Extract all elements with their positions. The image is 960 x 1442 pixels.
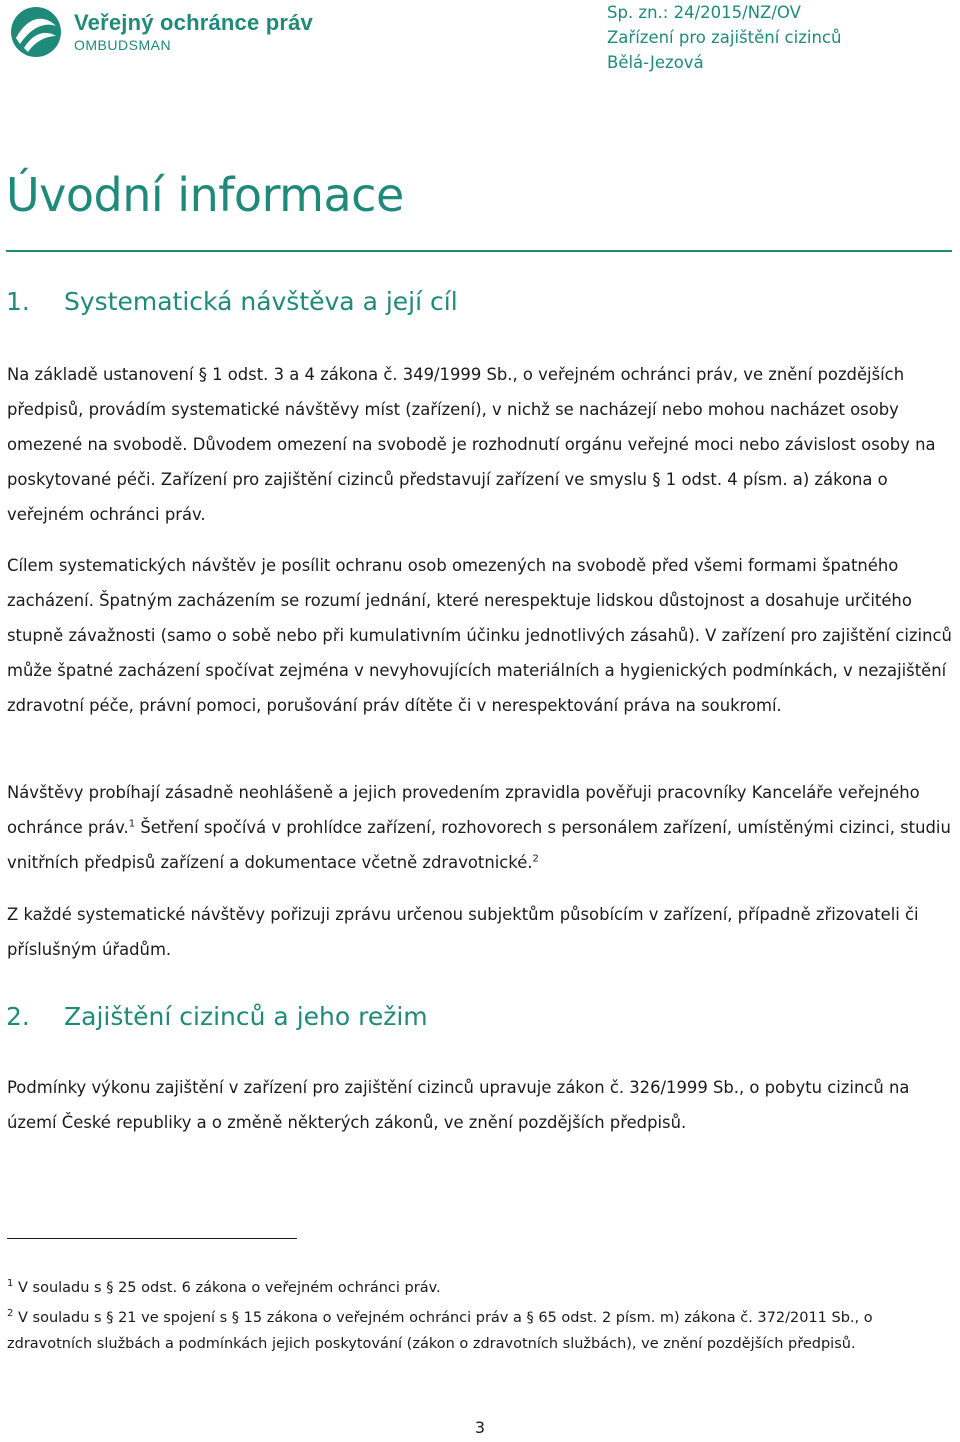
facility-place: Bělá-Jezová <box>607 53 704 72</box>
page-title: Úvodní informace <box>6 168 404 222</box>
facility-name: Zařízení pro zajištění cizinců <box>607 28 842 47</box>
ombudsman-emblem-icon <box>10 6 62 58</box>
footnotes <box>7 1271 952 1357</box>
footnote-2-mark: 2 <box>7 1307 14 1319</box>
section-1-paragraph-2: Cílem systematických návštěv je posílit ochranu osob omezených na svobodě před všemi formami špatného zacházení. Špatným zacházením se rozumí jednání, které nerespektuje lidskou důstojnost a dosahuje určitého stupně závažnosti (samo o sobě nebo při kumulativním účinku jednotlivých zásahů). V zařízení pro zajištění cizinců může špatné zacházení spočívat zejména v nevyhovujících materiálních a hygienických podmínkách, v nezajištění zdravotní péče, právní pomoci, porušování práv dítěte či v nerespektování práva na soukromí. <box>7 556 952 715</box>
section-1-title: Systematická návštěva a její cíl <box>64 287 458 316</box>
logo-subtitle: OMBUDSMAN <box>74 37 172 53</box>
section-1-paragraph-4: Z každé systematické návštěvy pořizuji zprávu určenou subjektům působícím v zařízení, případně zřizovateli či příslušným úřadům. <box>7 905 919 959</box>
footnote-2 <box>7 1301 952 1357</box>
section-2-title: Zajištění cizinců a jeho režim <box>64 1002 428 1031</box>
section-1-paragraph-3 <box>7 775 952 880</box>
document-header <box>607 0 841 75</box>
section-1-number: 1. <box>6 287 30 316</box>
section-1-paragraph-1: Na základě ustanovení § 1 odst. 3 a 4 zákona č. 349/1999 Sb., o veřejném ochránci práv, ve znění pozdějších předpisů, provádím systematické návštěvy míst (zařízení), v nichž se nacházejí nebo mohou nacházet osoby omezené na svobodě. Důvodem omezení na svobodě je rozhodnutí orgánu veřejné moci nebo závislost osoby na poskytované péči. Zařízení pro zajištění cizinců představují zařízení ve smyslu § 1 odst. 4 písm. a) zákona o veřejném ochránci práv. <box>7 365 936 524</box>
footnote-ref-2[interactable]: 2 <box>532 853 539 865</box>
paragraph-3-part-a: Návštěvy probíhají zásadně neohlášeně a jejich provedením zpravidla pověřuji pracovníky Kanceláře veřejného ochránce práv. <box>7 783 920 837</box>
footnote-2-text: V souladu s § 21 ve spojení s § 15 zákona o veřejném ochránci práv a § 65 odst. 2 písm. m) zákona č. 372/2011 Sb., o zdravotních službách a podmínkách jejich poskytování (zákon o zdravotních službách), ve znění pozdějších předpisů. <box>7 1309 873 1352</box>
section-1-heading <box>6 287 458 316</box>
title-divider <box>6 250 952 252</box>
section-2-paragraph-1: Podmínky výkonu zajištění v zařízení pro zajištění cizinců upravuje zákon č. 326/1999 Sb., o pobytu cizinců na území České republiky a o změně některých zákonů, ve znění pozdějších předpisů. <box>7 1078 910 1132</box>
section-2-number: 2. <box>6 1002 30 1031</box>
paragraph-3-part-b: Šetření spočívá v prohlídce zařízení, rozhovorech s personálem zařízení, umístěnými cizinci, studiu vnitřních předpisů zařízení a dokumentace včetně zdravotnické. <box>7 818 951 872</box>
section-2-heading <box>6 1002 428 1031</box>
page-number: 3 <box>474 1418 486 1437</box>
footnote-1-mark: 1 <box>7 1278 14 1289</box>
reference-number: Sp. zn.: 24/2015/NZ/OV <box>607 3 801 22</box>
footnote-1-text: V souladu s § 25 odst. 6 zákona o veřejném ochránci práv. <box>13 1279 441 1296</box>
footnote-1 <box>7 1271 952 1301</box>
ombudsman-logo <box>10 6 313 58</box>
logo-title: Veřejný ochránce práv <box>74 10 313 35</box>
footnote-divider <box>7 1238 297 1239</box>
footnote-ref-1[interactable]: 1 <box>128 818 136 830</box>
